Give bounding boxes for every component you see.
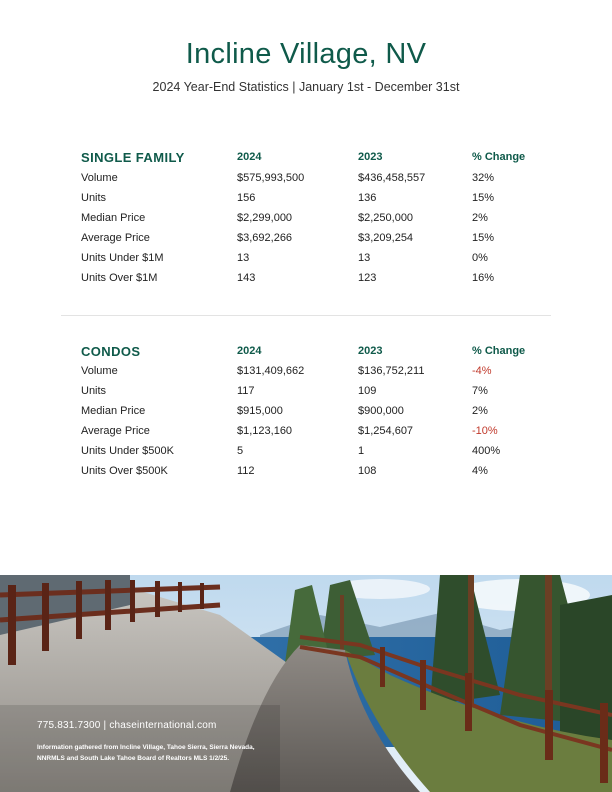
value-change: 15%: [472, 232, 495, 244]
value-change: 4%: [472, 465, 488, 477]
table-row: [0, 365, 612, 385]
table-row: [0, 252, 612, 272]
table-row: [0, 172, 612, 192]
value-2023: $3,209,254: [358, 232, 414, 244]
row-label: Median Price: [81, 405, 146, 417]
value-change: 7%: [472, 385, 488, 397]
row-label: Units: [81, 385, 107, 397]
row-label: Average Price: [81, 425, 150, 437]
value-change: 16%: [472, 272, 495, 284]
value-2023: $136,752,211: [358, 365, 425, 377]
value-2024: 5: [237, 445, 244, 457]
table-header: [0, 345, 612, 365]
value-change-negative: -4%: [472, 365, 492, 377]
value-2024: $1,123,160: [237, 425, 293, 437]
value-2024: $2,299,000: [237, 212, 293, 224]
table-row: [0, 465, 612, 485]
section-title: SINGLE FAMILY: [81, 150, 185, 165]
column-header: 2023: [358, 345, 383, 357]
value-change: 2%: [472, 212, 488, 224]
value-2023: 13: [358, 252, 371, 264]
table-row: [0, 212, 612, 232]
column-header: 2024: [237, 151, 262, 163]
row-label: Volume: [81, 172, 118, 184]
row-label: Units Over $500K: [81, 465, 168, 477]
row-label: Volume: [81, 365, 118, 377]
value-change-negative: -10%: [472, 425, 498, 437]
value-2023: 109: [358, 385, 377, 397]
value-2023: 108: [358, 465, 377, 477]
value-2023: $436,458,557: [358, 172, 426, 184]
row-label: Units Over $1M: [81, 272, 158, 284]
value-2024: 112: [237, 465, 255, 477]
value-change: 32%: [472, 172, 495, 184]
page-subtitle: 2024 Year-End Statistics | January 1st - December 31st: [152, 80, 460, 94]
value-2024: 156: [237, 192, 256, 204]
section-divider: [61, 315, 551, 316]
value-2024: 143: [237, 272, 256, 284]
value-2024: $915,000: [237, 405, 283, 417]
value-2023: 1: [358, 445, 365, 457]
contact-info: 775.831.7300 | chaseinternational.com: [37, 720, 217, 731]
row-label: Average Price: [81, 232, 150, 244]
table-row: [0, 445, 612, 465]
row-label: Units Under $500K: [81, 445, 174, 457]
value-2024: 117: [237, 385, 255, 397]
column-header: 2023: [358, 151, 383, 163]
value-change: 400%: [472, 445, 501, 457]
table-row: [0, 425, 612, 445]
value-2024: 13: [237, 252, 250, 264]
column-header: 2024: [237, 345, 262, 357]
table-row: [0, 232, 612, 252]
row-label: Units: [81, 192, 107, 204]
value-2023: $1,254,607: [358, 425, 414, 437]
value-2023: 123: [358, 272, 377, 284]
table-row: [0, 385, 612, 405]
value-2024: $575,993,500: [237, 172, 305, 184]
table-header: [0, 151, 612, 171]
column-header: % Change: [472, 345, 526, 357]
table-row: [0, 192, 612, 212]
row-label: Units Under $1M: [81, 252, 164, 264]
value-2023: $2,250,000: [358, 212, 414, 224]
value-2023: 136: [358, 192, 377, 204]
value-change: 15%: [472, 192, 495, 204]
value-2023: $900,000: [358, 405, 404, 417]
data-source-note: Information gathered from Incline Village, Tahoe Sierra, Sierra Nevada, NNRMLS and South Lake Tahoe Board of Realtors MLS 1/2/25.: [37, 744, 255, 762]
value-2024: $3,692,266: [237, 232, 293, 244]
value-change: 2%: [472, 405, 488, 417]
value-change: 0%: [472, 252, 488, 264]
value-2024: $131,409,662: [237, 365, 305, 377]
column-header: % Change: [472, 151, 526, 163]
row-label: Median Price: [81, 212, 146, 224]
page-title: Incline Village, NV: [185, 38, 427, 70]
table-row: [0, 405, 612, 425]
table-row: [0, 272, 612, 292]
section-title: CONDOS: [81, 344, 141, 359]
